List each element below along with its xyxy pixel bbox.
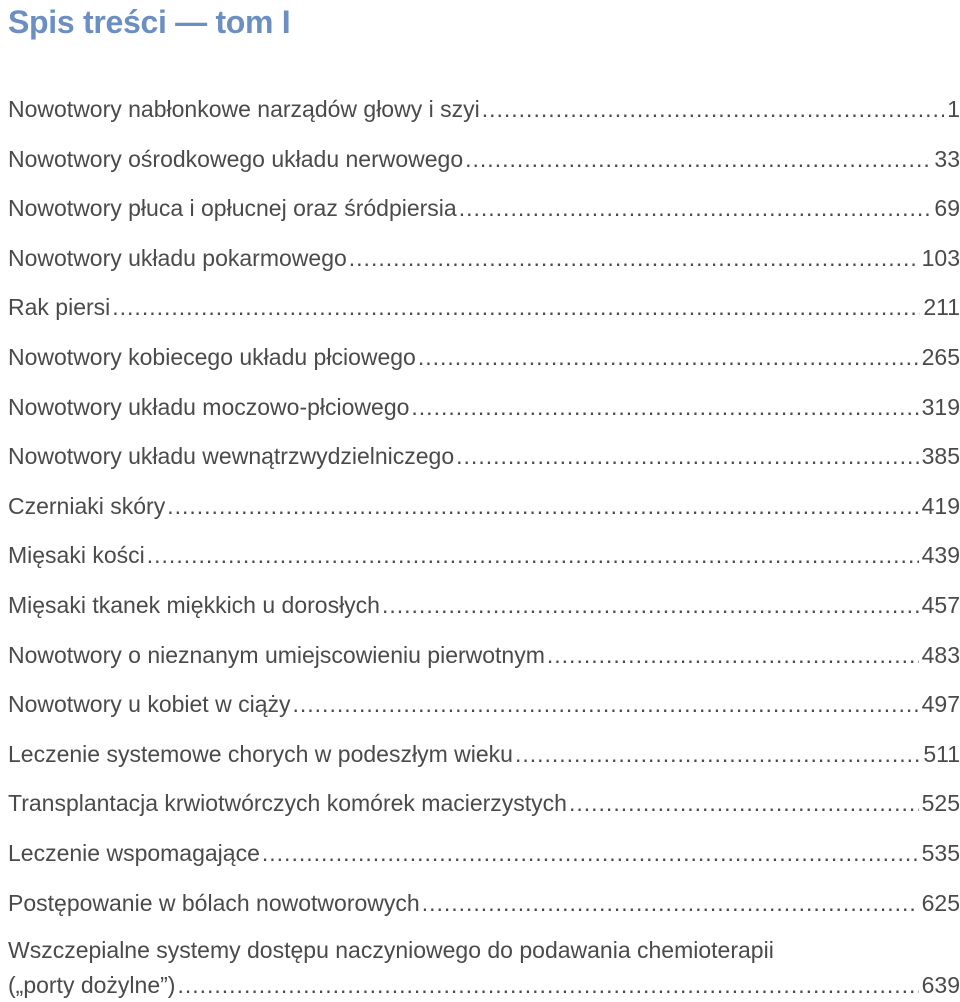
toc-entry-page: 69 — [934, 195, 960, 222]
dot-leader — [147, 534, 919, 577]
toc-entry-page: 419 — [921, 492, 960, 519]
toc-entry-label: Leczenie wspomagające — [8, 839, 260, 866]
toc-entry-label: Czerniaki skóry — [8, 492, 166, 519]
dot-leader — [167, 485, 918, 528]
toc-entry-page: 265 — [921, 343, 960, 370]
toc-entry[interactable] — [8, 187, 960, 237]
toc-entry-label: Transplantacja krwiotwórczych komórek macierzystych — [8, 790, 567, 817]
toc-entry-page: 211 — [923, 294, 960, 321]
toc-entry-label: Rak piersi — [8, 294, 111, 321]
toc-entry[interactable] — [8, 485, 960, 535]
dot-leader — [349, 237, 919, 280]
dot-leader — [112, 286, 920, 329]
toc-entry-label: Nowotwory o nieznanym umiejscowieniu pierwotnym — [8, 641, 545, 668]
toc-entry-page: 535 — [921, 839, 960, 866]
toc-entry-page: 497 — [921, 691, 960, 718]
toc-entry[interactable] — [8, 584, 960, 634]
dot-leader — [569, 782, 919, 825]
dot-leader — [456, 435, 918, 478]
toc-entry-page: 319 — [921, 393, 960, 420]
toc-entry-page: 1 — [947, 96, 960, 122]
toc-entry-label: Postępowanie w bólach nowotworowych — [8, 889, 420, 916]
toc-entry-label: Nowotwory nabłonkowe narządów głowy i szyi — [8, 96, 480, 122]
toc-entry-page: 457 — [921, 591, 960, 618]
dot-leader — [422, 882, 919, 925]
page-title: Spis treści — tom I — [8, 4, 291, 40]
dot-leader — [459, 187, 932, 230]
toc-entry-page: 33 — [934, 145, 960, 172]
dot-leader — [418, 336, 919, 379]
toc-page — [8, 0, 960, 1002]
toc-entry-label: Mięsaki kości — [8, 542, 145, 569]
toc-entry-page: 483 — [921, 641, 960, 668]
toc-entry[interactable] — [8, 286, 960, 336]
toc-entry-label: Mięsaki tkanek miękkich u dorosłych — [8, 591, 380, 618]
dot-leader — [411, 386, 918, 429]
dot-leader — [465, 138, 931, 181]
toc-entry-label: Nowotwory układu pokarmowego — [8, 244, 347, 271]
toc-entry-page: 625 — [921, 889, 960, 916]
toc-entry-label: Nowotwory układu moczowo-płciowego — [8, 393, 410, 420]
toc-entry-label-line1: Wszczepialne systemy dostępu naczyniowego do podawania chemioterapii — [8, 937, 774, 964]
toc-entry[interactable] — [8, 882, 960, 932]
toc-entry-label: Nowotwory układu wewnątrzwydzielniczego — [8, 443, 455, 470]
dot-leader — [482, 88, 944, 131]
toc-entry-label: Nowotwory ośrodkowego układu nerwowego — [8, 145, 464, 172]
dot-leader — [177, 969, 918, 1001]
toc-entry[interactable] — [8, 435, 960, 485]
toc-entry[interactable] — [8, 88, 960, 138]
toc-entry[interactable] — [8, 733, 960, 783]
toc-entry[interactable] — [8, 237, 960, 287]
toc-entry-page: 439 — [921, 542, 960, 569]
toc-entry-label: Nowotwory u kobiet w ciąży — [8, 691, 291, 718]
toc-entry-page: 511 — [923, 740, 960, 767]
dot-leader — [262, 832, 919, 875]
toc-entry-page: 525 — [921, 790, 960, 817]
toc-entry-label-line2: („porty dożylne”) — [8, 972, 176, 999]
toc-entry-label: Leczenie systemowe chorych w podeszłym wieku — [8, 740, 513, 767]
toc-entry[interactable] — [8, 138, 960, 188]
dot-leader — [382, 584, 919, 627]
dot-leader — [515, 733, 920, 776]
toc-entry-label: Nowotwory kobiecego układu płciowego — [8, 343, 416, 370]
toc-entry[interactable] — [8, 782, 960, 832]
toc-entry[interactable] — [8, 832, 960, 882]
toc-entry[interactable] — [8, 386, 960, 436]
dot-leader — [293, 683, 919, 726]
toc-entry[interactable] — [8, 683, 960, 733]
table-of-contents — [8, 88, 960, 1001]
toc-entry[interactable] — [8, 634, 960, 684]
toc-entry[interactable] — [8, 336, 960, 386]
toc-entry-page: 639 — [921, 972, 960, 999]
toc-entry-page: 385 — [921, 443, 960, 470]
toc-entry[interactable] — [8, 534, 960, 584]
toc-entry-multiline[interactable] — [8, 931, 960, 1001]
toc-entry-page: 103 — [921, 244, 960, 271]
dot-leader — [547, 634, 919, 677]
toc-entry-label: Nowotwory płuca i opłucnej oraz śródpiersia — [8, 195, 457, 222]
